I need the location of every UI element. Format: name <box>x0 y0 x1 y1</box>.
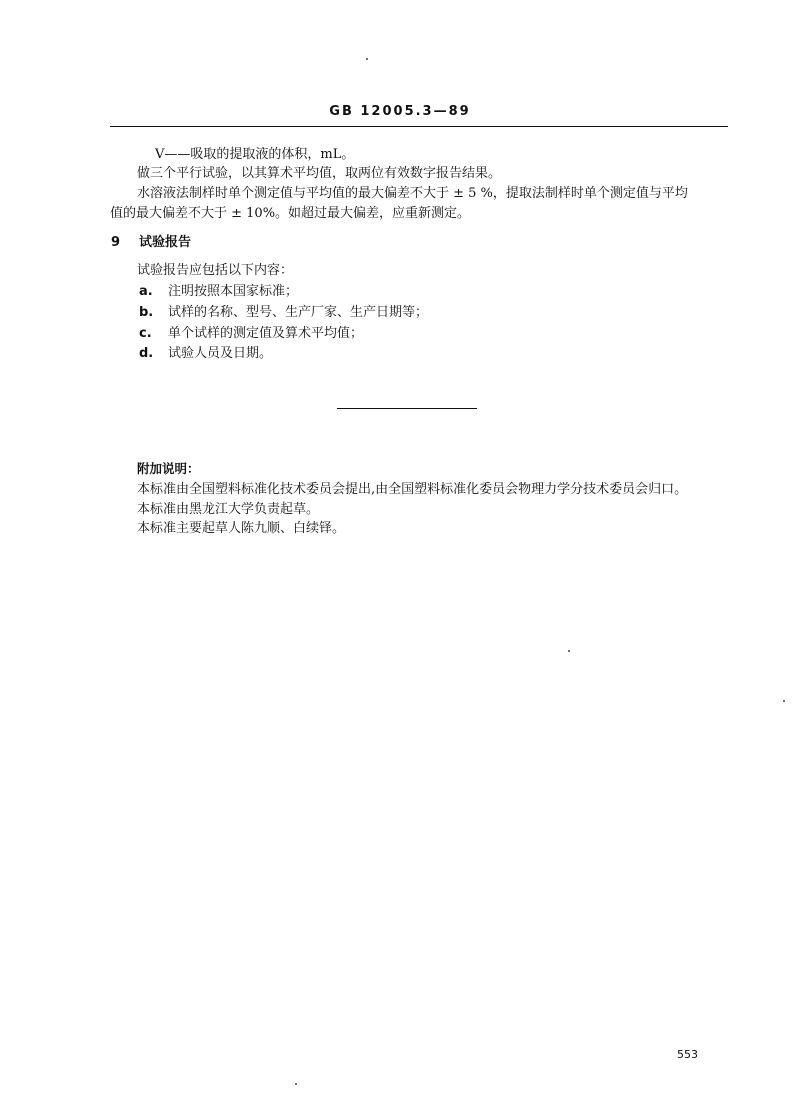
standard-code-header: GB 12005.3—89 <box>329 104 471 119</box>
section-title: 试验报告 <box>139 235 192 250</box>
list-item <box>139 345 272 363</box>
list-text: 试验人员及日期。 <box>168 346 273 361</box>
scan-speck <box>783 700 785 702</box>
page-number: 553 <box>677 1048 698 1061</box>
list-marker: d. <box>139 346 154 361</box>
section-number: 9 <box>111 235 121 250</box>
header-rule <box>110 126 728 127</box>
list-text: 单个试样的测定值及算术平均值； <box>168 326 364 341</box>
section-9-heading <box>111 234 191 252</box>
list-marker: a. <box>139 284 153 299</box>
section-end-rule <box>337 408 477 409</box>
appendix-line: 本标准由全国塑料标准化技术委员会提出,由全国塑料标准化委员会物理力学分技术委员会归口。 <box>137 482 688 497</box>
parallel-test-line: 做三个平行试验，以其算术平均值，取两位有效数字报告结果。 <box>137 166 502 181</box>
list-text: 试样的名称、型号、生产厂家、生产日期等； <box>168 305 429 320</box>
appendix-line: 本标准由黑龙江大学负责起草。 <box>137 502 320 517</box>
scan-speck <box>568 650 570 652</box>
deviation-line-2: 值的最大偏差不大于 ± 10%。如超过最大偏差，应重新测定。 <box>110 206 471 221</box>
list-marker: b. <box>139 305 154 320</box>
deviation-line-1: 水溶液法制样时单个测定值与平均值的最大偏差不大于 ± 5 %，提取法制样时单个测定值与平均 <box>137 186 688 201</box>
list-text: 注明按照本国家标准； <box>168 284 299 299</box>
scan-speck <box>295 1083 297 1085</box>
scan-speck <box>366 58 368 60</box>
list-marker: c. <box>139 326 152 341</box>
list-item <box>139 304 428 322</box>
list-item <box>139 325 363 343</box>
appendix-line: 本标准主要起草人陈九顺、白续铎。 <box>137 521 346 536</box>
section-9-intro: 试验报告应包括以下内容： <box>137 263 294 278</box>
variable-definition-line: V——吸取的提取液的体积，mL。 <box>155 147 355 162</box>
list-item <box>139 283 298 301</box>
appendix-title: 附加说明： <box>137 461 200 476</box>
